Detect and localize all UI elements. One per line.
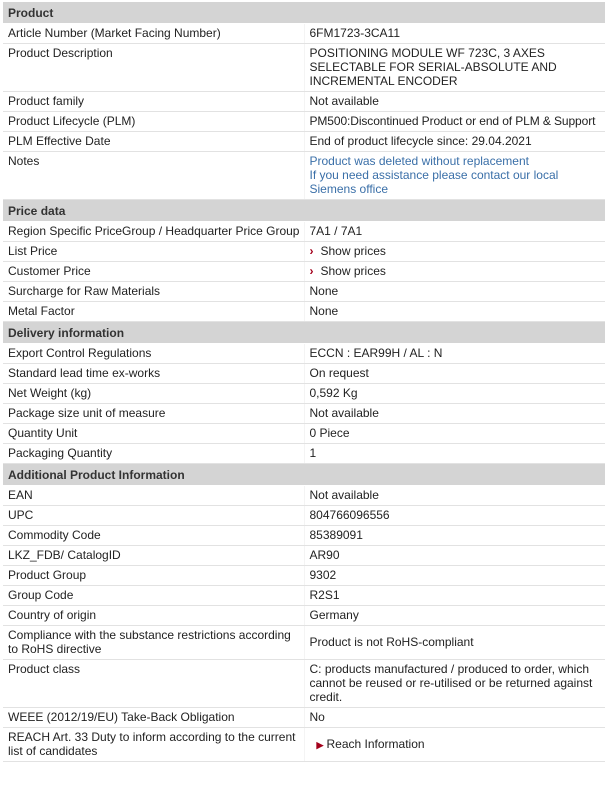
- row-value: Product is not RoHS-compliant: [304, 626, 605, 660]
- row-package-size: [3, 404, 605, 424]
- row-label: Packaging Quantity: [3, 444, 304, 464]
- row-label: Net Weight (kg): [3, 384, 304, 404]
- row-value: 9302: [304, 566, 605, 586]
- row-product-description: [3, 44, 605, 92]
- chevron-right-icon: ›: [309, 264, 314, 278]
- section-header-product: [3, 2, 605, 24]
- row-value: 6FM1723-3CA11: [304, 24, 605, 44]
- row-label: Standard lead time ex-works: [3, 364, 304, 384]
- row-reach: [3, 728, 605, 762]
- row-value: PM500:Discontinued Product or end of PLM & Support: [304, 112, 605, 132]
- row-label: Group Code: [3, 586, 304, 606]
- row-value: 804766096556: [304, 506, 605, 526]
- row-label: Surcharge for Raw Materials: [3, 282, 304, 302]
- row-label: LKZ_FDB/ CatalogID: [3, 546, 304, 566]
- row-catalog-id: [3, 546, 605, 566]
- section-header-price: [3, 200, 605, 222]
- row-value: On request: [304, 364, 605, 384]
- row-value: AR90: [304, 546, 605, 566]
- row-value: No: [304, 708, 605, 728]
- notes-value: [304, 152, 605, 200]
- row-ean: [3, 486, 605, 506]
- row-product-family: [3, 92, 605, 112]
- row-packaging-quantity: [3, 444, 605, 464]
- row-value: Not available: [304, 404, 605, 424]
- row-label: WEEE (2012/19/EU) Take-Back Obligation: [3, 708, 304, 728]
- show-prices-link[interactable]: Show prices: [320, 244, 386, 258]
- row-label: PLM Effective Date: [3, 132, 304, 152]
- row-notes: [3, 152, 605, 200]
- customer-price-show-prices[interactable]: [304, 262, 605, 282]
- row-label: EAN: [3, 486, 304, 506]
- row-label: List Price: [3, 242, 304, 262]
- row-value: None: [304, 302, 605, 322]
- row-commodity-code: [3, 526, 605, 546]
- row-value: 1: [304, 444, 605, 464]
- row-rohs-compliance: [3, 626, 605, 660]
- row-value: POSITIONING MODULE WF 723C, 3 AXES SELECTABLE FOR SERIAL-ABSOLUTE AND INCREMENTAL ENCODER: [304, 44, 605, 92]
- row-net-weight: [3, 384, 605, 404]
- product-info-table: [3, 2, 605, 762]
- row-label: Product family: [3, 92, 304, 112]
- row-group-code: [3, 586, 605, 606]
- show-prices-link[interactable]: Show prices: [320, 264, 386, 278]
- row-list-price: [3, 242, 605, 262]
- row-metal-factor: [3, 302, 605, 322]
- notes-deleted-link[interactable]: Product was deleted without replacement: [309, 154, 529, 168]
- row-value: None: [304, 282, 605, 302]
- section-title: Delivery information: [3, 322, 605, 344]
- row-value: Not available: [304, 486, 605, 506]
- row-value: 85389091: [304, 526, 605, 546]
- section-title: Price data: [3, 200, 605, 222]
- row-value: R2S1: [304, 586, 605, 606]
- row-value: ECCN : EAR99H / AL : N: [304, 344, 605, 364]
- row-label: Product Lifecycle (PLM): [3, 112, 304, 132]
- list-price-show-prices[interactable]: [304, 242, 605, 262]
- row-label: Commodity Code: [3, 526, 304, 546]
- row-surcharge: [3, 282, 605, 302]
- row-plm-effective-date: [3, 132, 605, 152]
- row-label: Product Description: [3, 44, 304, 92]
- chevron-right-icon: ›: [309, 244, 314, 258]
- reach-information[interactable]: [304, 728, 605, 762]
- row-label: Country of origin: [3, 606, 304, 626]
- row-label: Article Number (Market Facing Number): [3, 24, 304, 44]
- row-weee: [3, 708, 605, 728]
- row-lead-time: [3, 364, 605, 384]
- section-title: Product: [3, 2, 605, 24]
- row-region-price-group: [3, 222, 605, 242]
- section-header-additional: [3, 464, 605, 486]
- row-label: Compliance with the substance restrictions according to RoHS directive: [3, 626, 304, 660]
- row-upc: [3, 506, 605, 526]
- row-product-lifecycle: [3, 112, 605, 132]
- section-header-delivery: [3, 322, 605, 344]
- row-value: C: products manufactured / produced to order, which cannot be reused or re-utilised or be returned against credit.: [304, 660, 605, 708]
- row-value: 7A1 / 7A1: [304, 222, 605, 242]
- row-label: Export Control Regulations: [3, 344, 304, 364]
- row-label: Customer Price: [3, 262, 304, 282]
- row-product-class: [3, 660, 605, 708]
- notes-contact-link[interactable]: If you need assistance please contact our local Siemens office: [309, 168, 559, 196]
- row-value: 0,592 Kg: [304, 384, 605, 404]
- row-value: End of product lifecycle since: 29.04.2021: [304, 132, 605, 152]
- row-customer-price: [3, 262, 605, 282]
- row-quantity-unit: [3, 424, 605, 444]
- row-article-number: [3, 24, 605, 44]
- row-product-group: [3, 566, 605, 586]
- row-label: Quantity Unit: [3, 424, 304, 444]
- row-value: Germany: [304, 606, 605, 626]
- row-label: Region Specific PriceGroup / Headquarter Price Group: [3, 222, 304, 242]
- row-label: Metal Factor: [3, 302, 304, 322]
- reach-information-link[interactable]: Reach Information: [326, 736, 425, 751]
- row-label: Product Group: [3, 566, 304, 586]
- row-label: UPC: [3, 506, 304, 526]
- row-country-of-origin: [3, 606, 605, 626]
- row-label: Notes: [3, 152, 304, 200]
- row-value: 0 Piece: [304, 424, 605, 444]
- row-label: Package size unit of measure: [3, 404, 304, 424]
- row-label: Product class: [3, 660, 304, 708]
- row-label: REACH Art. 33 Duty to inform according to the current list of candidates: [3, 728, 304, 762]
- triangle-right-icon: ▶: [316, 739, 324, 750]
- row-value: Not available: [304, 92, 605, 112]
- section-title: Additional Product Information: [3, 464, 605, 486]
- row-export-control: [3, 344, 605, 364]
